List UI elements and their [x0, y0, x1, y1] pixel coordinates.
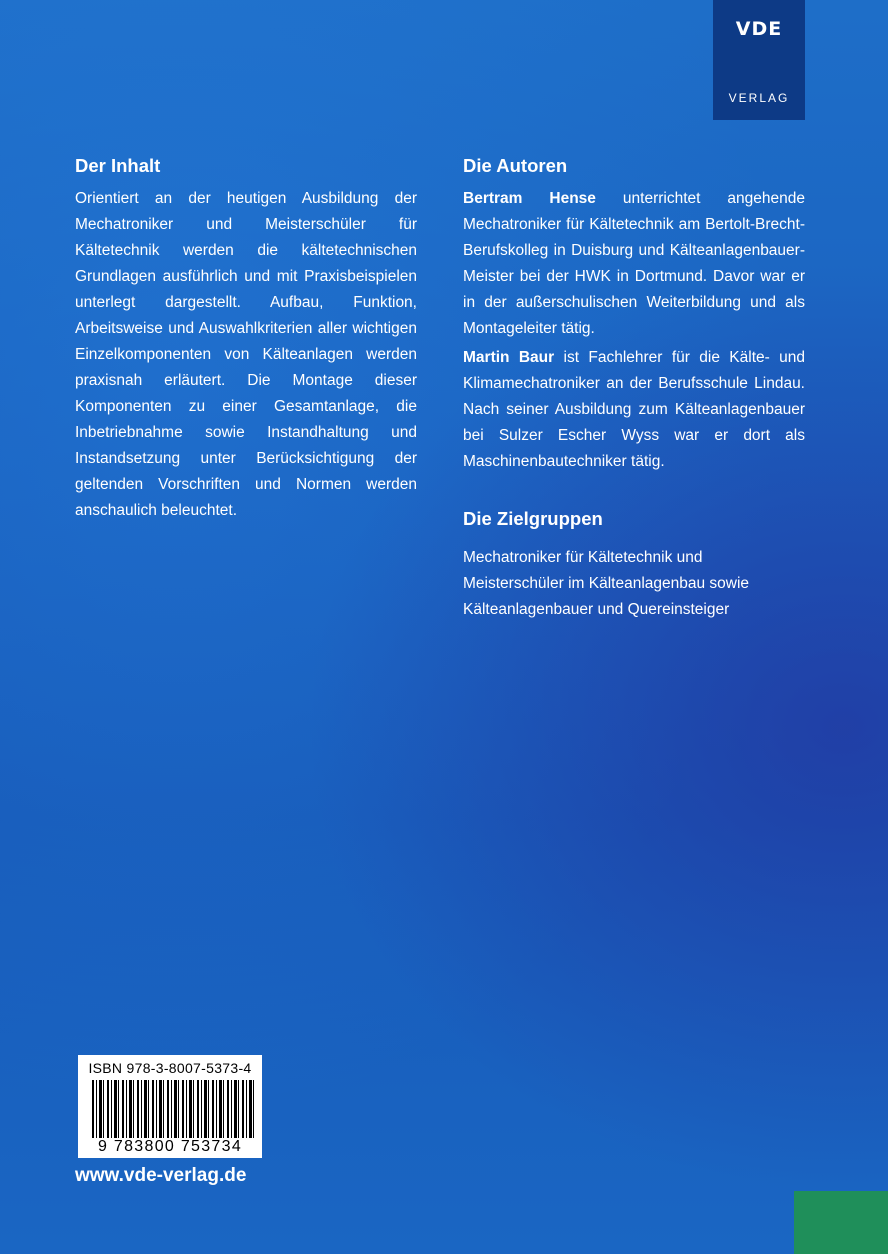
- zielgruppen-heading: Die Zielgruppen: [463, 508, 603, 529]
- zielgruppen-section: [463, 505, 805, 623]
- publisher-url[interactable]: www.vde-verlag.de: [75, 1165, 247, 1186]
- isbn-label: ISBN 978-3-8007-5373-4: [88, 1060, 252, 1076]
- author-text: unterrichtet angehende Mechatroniker für Kältetechnik am Bertolt-Brecht-Berufskolleg in Duisburg und Kälteanlagenbauer-Meister bei der HWK in Dortmund. Davor war er in der außerschulischen Weiterbildung und als Montageleiter tätig.: [463, 190, 805, 337]
- barcode-bars: [92, 1080, 254, 1138]
- author-text: ist Fachlehrer für die Kälte- und Klimamechatroniker an der Berufsschule Lindau. Nach seiner Ausbildung zum Kälteanlagenbauer bei Sulzer Escher Wyss war er dort als Maschinenbautechniker tätig.: [463, 349, 805, 470]
- inhalt-heading: Der Inhalt: [75, 155, 161, 176]
- barcode-digits: 9 783800 753734: [97, 1138, 243, 1155]
- logo-vde-text: VDE: [735, 18, 783, 40]
- author-bio: [463, 186, 805, 342]
- right-column: [463, 152, 805, 623]
- isbn-barcode: [78, 1055, 262, 1158]
- autoren-heading: Die Autoren: [463, 155, 568, 176]
- vde-verlag-logo: [713, 0, 805, 120]
- corner-color-block: [794, 1191, 888, 1254]
- author-bio: [463, 345, 805, 475]
- inhalt-section: [75, 152, 417, 524]
- author-name: Bertram Hense: [463, 190, 596, 207]
- logo-verlag-text: VERLAG: [728, 91, 790, 105]
- inhalt-text: Orientiert an der heutigen Ausbildung der Mechatroniker und Meisterschüler für Kältetechnik werden die kältetechnischen Grundlagen ausführlich und mit Praxisbeispielen unterlegt dargestellt. Aufbau, Funktion, Arbeitsweise und Auswahlkriterien aller wichtigen Einzelkomponenten von Kälteanlagen werden praxisnah erläutert. Die Montage dieser Komponenten zu einer Gesamtanlage, die Inbetriebnahme sowie Instandhaltung und Instandsetzung unter Berücksichtigung der geltenden Vorschriften und Normen werden anschaulich beleuchtet.: [75, 190, 417, 519]
- autoren-section: [463, 152, 805, 475]
- author-name: Martin Baur: [463, 349, 555, 366]
- zielgruppen-text: Mechatroniker für Kältetechnik und Meisterschüler im Kälteanlagenbau sowie Kälteanlagenbauer und Quereinsteiger: [463, 549, 750, 618]
